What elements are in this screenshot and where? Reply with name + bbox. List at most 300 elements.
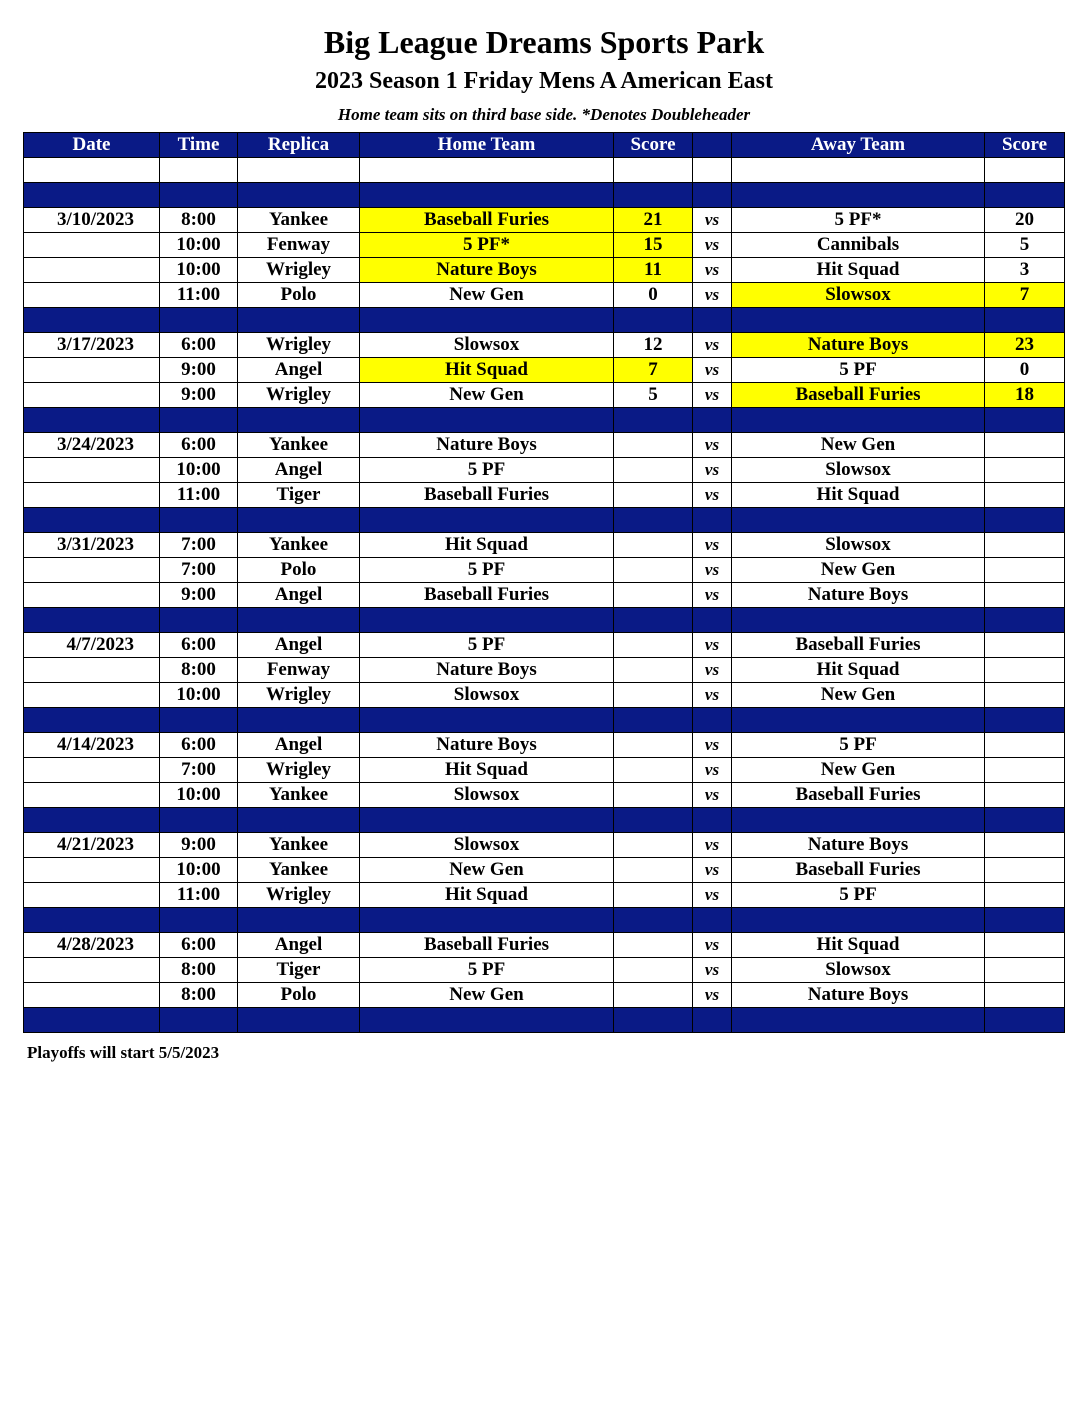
separator-row: [24, 308, 1065, 333]
home-score-cell: 21: [614, 208, 693, 233]
away-score-cell: [985, 433, 1065, 458]
home-score-cell: [614, 808, 693, 833]
replica-cell: [238, 183, 360, 208]
column-header-away-score: Score: [985, 133, 1065, 158]
table-row: [24, 858, 1065, 883]
replica-cell: Wrigley: [238, 383, 360, 408]
table-row: [24, 733, 1065, 758]
home-score-cell: [614, 308, 693, 333]
table-row: [24, 983, 1065, 1008]
time-cell: 10:00: [160, 858, 238, 883]
home-team-cell: Hit Squad: [360, 533, 614, 558]
home-team-cell: New Gen: [360, 983, 614, 1008]
home-team-cell: Baseball Furies: [360, 583, 614, 608]
away-score-cell: 23: [985, 333, 1065, 358]
vs-cell: vs: [693, 633, 732, 658]
table-row: [24, 483, 1065, 508]
separator-row: [24, 183, 1065, 208]
replica-cell: [238, 608, 360, 633]
away-score-cell: [985, 408, 1065, 433]
replica-cell: Angel: [238, 358, 360, 383]
home-score-cell: [614, 783, 693, 808]
time-cell: 7:00: [160, 558, 238, 583]
table-row: [24, 358, 1065, 383]
away-score-cell: [985, 583, 1065, 608]
home-team-cell: Nature Boys: [360, 733, 614, 758]
away-score-cell: [985, 708, 1065, 733]
away-score-cell: [985, 483, 1065, 508]
replica-cell: Fenway: [238, 658, 360, 683]
time-cell: [160, 183, 238, 208]
home-team-cell: New Gen: [360, 283, 614, 308]
date-cell: [24, 283, 160, 308]
vs-cell: vs: [693, 458, 732, 483]
vs-cell: [693, 183, 732, 208]
replica-cell: [238, 508, 360, 533]
home-score-cell: [614, 833, 693, 858]
away-team-cell: New Gen: [732, 758, 985, 783]
away-team-cell: [732, 808, 985, 833]
away-team-cell: Nature Boys: [732, 833, 985, 858]
time-cell: 8:00: [160, 658, 238, 683]
vs-cell: vs: [693, 533, 732, 558]
date-cell: 3/17/2023: [24, 333, 160, 358]
away-team-cell: 5 PF: [732, 883, 985, 908]
date-cell: [24, 383, 160, 408]
away-team-cell: New Gen: [732, 683, 985, 708]
table-row: [24, 833, 1065, 858]
home-team-cell: [360, 158, 614, 183]
table-row: [24, 258, 1065, 283]
home-team-cell: 5 PF: [360, 958, 614, 983]
table-row: [24, 433, 1065, 458]
home-score-cell: [614, 933, 693, 958]
vs-cell: vs: [693, 483, 732, 508]
replica-cell: Wrigley: [238, 883, 360, 908]
column-header-replica: Replica: [238, 133, 360, 158]
table-row: [24, 958, 1065, 983]
replica-cell: Angel: [238, 733, 360, 758]
replica-cell: Yankee: [238, 833, 360, 858]
date-cell: [24, 808, 160, 833]
date-cell: [24, 683, 160, 708]
vs-cell: [693, 608, 732, 633]
replica-cell: Wrigley: [238, 333, 360, 358]
time-cell: 8:00: [160, 958, 238, 983]
home-score-cell: [614, 733, 693, 758]
home-team-cell: 5 PF*: [360, 233, 614, 258]
away-team-cell: Hit Squad: [732, 658, 985, 683]
vs-cell: [693, 508, 732, 533]
date-cell: [24, 883, 160, 908]
schedule-note: Home team sits on third base side. *Denotes Doubleheader: [337, 105, 751, 124]
away-score-cell: [985, 458, 1065, 483]
away-team-cell: Nature Boys: [732, 333, 985, 358]
away-score-cell: [985, 1008, 1065, 1033]
date-cell: 3/10/2023: [24, 208, 160, 233]
replica-cell: Yankee: [238, 433, 360, 458]
vs-cell: vs: [693, 683, 732, 708]
time-cell: 9:00: [160, 383, 238, 408]
home-score-cell: [614, 1008, 693, 1033]
replica-cell: [238, 708, 360, 733]
home-score-cell: 5: [614, 383, 693, 408]
away-score-cell: [985, 783, 1065, 808]
playoffs-note: Playoffs will start 5/5/2023: [27, 1043, 220, 1062]
time-cell: 10:00: [160, 458, 238, 483]
away-team-cell: [732, 908, 985, 933]
home-team-cell: Slowsox: [360, 683, 614, 708]
home-team-cell: Nature Boys: [360, 258, 614, 283]
column-header-vs: [693, 133, 732, 158]
away-team-cell: Baseball Furies: [732, 783, 985, 808]
time-cell: 10:00: [160, 683, 238, 708]
home-team-cell: 5 PF: [360, 458, 614, 483]
time-cell: [160, 808, 238, 833]
vs-cell: vs: [693, 933, 732, 958]
replica-cell: [238, 1008, 360, 1033]
table-row: [24, 383, 1065, 408]
home-score-cell: [614, 983, 693, 1008]
away-score-cell: 0: [985, 358, 1065, 383]
home-score-cell: [614, 708, 693, 733]
time-cell: 7:00: [160, 533, 238, 558]
time-cell: 10:00: [160, 233, 238, 258]
replica-cell: Wrigley: [238, 758, 360, 783]
vs-cell: vs: [693, 233, 732, 258]
date-cell: [24, 358, 160, 383]
replica-cell: Angel: [238, 458, 360, 483]
vs-cell: [693, 708, 732, 733]
time-cell: 6:00: [160, 933, 238, 958]
vs-cell: [693, 908, 732, 933]
replica-cell: Angel: [238, 633, 360, 658]
away-team-cell: Nature Boys: [732, 983, 985, 1008]
away-score-cell: [985, 933, 1065, 958]
table-row: [24, 558, 1065, 583]
vs-cell: vs: [693, 758, 732, 783]
away-team-cell: [732, 708, 985, 733]
home-score-cell: [614, 758, 693, 783]
away-score-cell: 7: [985, 283, 1065, 308]
away-team-cell: [732, 608, 985, 633]
date-cell: [24, 508, 160, 533]
vs-cell: vs: [693, 583, 732, 608]
away-score-cell: [985, 558, 1065, 583]
time-cell: [160, 308, 238, 333]
column-header-date: Date: [24, 133, 160, 158]
away-team-cell: 5 PF: [732, 358, 985, 383]
vs-cell: [693, 808, 732, 833]
away-score-cell: [985, 733, 1065, 758]
vs-cell: vs: [693, 783, 732, 808]
away-score-cell: [985, 633, 1065, 658]
table-row: [24, 633, 1065, 658]
vs-cell: vs: [693, 958, 732, 983]
date-cell: 4/14/2023: [24, 733, 160, 758]
away-score-cell: [985, 958, 1065, 983]
time-cell: 11:00: [160, 483, 238, 508]
away-score-cell: [985, 833, 1065, 858]
table-row: [24, 883, 1065, 908]
vs-cell: vs: [693, 383, 732, 408]
date-cell: [24, 458, 160, 483]
replica-cell: [238, 808, 360, 833]
table-row: [24, 283, 1065, 308]
table-row: [24, 533, 1065, 558]
replica-cell: Polo: [238, 983, 360, 1008]
home-team-cell: Nature Boys: [360, 433, 614, 458]
date-cell: [24, 583, 160, 608]
separator-row: [24, 708, 1065, 733]
home-team-cell: 5 PF: [360, 633, 614, 658]
date-cell: [24, 983, 160, 1008]
time-cell: 10:00: [160, 783, 238, 808]
home-team-cell: [360, 708, 614, 733]
away-score-cell: [985, 808, 1065, 833]
away-team-cell: Baseball Furies: [732, 633, 985, 658]
replica-cell: [238, 908, 360, 933]
home-team-cell: Hit Squad: [360, 358, 614, 383]
time-cell: [160, 508, 238, 533]
away-team-cell: Hit Squad: [732, 258, 985, 283]
vs-cell: vs: [693, 833, 732, 858]
date-cell: [24, 308, 160, 333]
away-team-cell: Hit Squad: [732, 483, 985, 508]
time-cell: 6:00: [160, 433, 238, 458]
home-score-cell: 11: [614, 258, 693, 283]
time-cell: [160, 408, 238, 433]
blank-row: [24, 158, 1065, 183]
home-score-cell: [614, 583, 693, 608]
vs-cell: vs: [693, 283, 732, 308]
away-score-cell: [985, 533, 1065, 558]
home-score-cell: [614, 658, 693, 683]
home-score-cell: 15: [614, 233, 693, 258]
vs-cell: [693, 408, 732, 433]
date-cell: 4/21/2023: [24, 833, 160, 858]
home-score-cell: [614, 633, 693, 658]
date-cell: [24, 158, 160, 183]
replica-cell: Angel: [238, 583, 360, 608]
table-row: [24, 758, 1065, 783]
replica-cell: Angel: [238, 933, 360, 958]
vs-cell: vs: [693, 983, 732, 1008]
time-cell: 9:00: [160, 358, 238, 383]
home-team-cell: Baseball Furies: [360, 208, 614, 233]
away-team-cell: [732, 1008, 985, 1033]
date-cell: [24, 483, 160, 508]
time-cell: [160, 908, 238, 933]
away-score-cell: [985, 683, 1065, 708]
column-header-away-team: Away Team: [732, 133, 985, 158]
home-team-cell: New Gen: [360, 383, 614, 408]
date-cell: [24, 958, 160, 983]
replica-cell: [238, 308, 360, 333]
column-header-home-score: Score: [614, 133, 693, 158]
vs-cell: [693, 308, 732, 333]
time-cell: 10:00: [160, 258, 238, 283]
time-cell: 11:00: [160, 883, 238, 908]
away-team-cell: [732, 508, 985, 533]
separator-row: [24, 808, 1065, 833]
schedule-table: [23, 132, 1065, 1033]
table-header-row: [24, 133, 1065, 158]
date-cell: 3/31/2023: [24, 533, 160, 558]
away-team-cell: [732, 158, 985, 183]
away-team-cell: New Gen: [732, 433, 985, 458]
home-score-cell: [614, 408, 693, 433]
home-score-cell: [614, 433, 693, 458]
column-header-time: Time: [160, 133, 238, 158]
away-team-cell: 5 PF*: [732, 208, 985, 233]
time-cell: 6:00: [160, 333, 238, 358]
away-team-cell: Slowsox: [732, 458, 985, 483]
replica-cell: Wrigley: [238, 258, 360, 283]
home-team-cell: Nature Boys: [360, 658, 614, 683]
away-team-cell: [732, 408, 985, 433]
home-team-cell: [360, 1008, 614, 1033]
away-score-cell: 5: [985, 233, 1065, 258]
away-score-cell: [985, 658, 1065, 683]
home-team-cell: Hit Squad: [360, 883, 614, 908]
table-row: [24, 783, 1065, 808]
time-cell: 6:00: [160, 733, 238, 758]
vs-cell: vs: [693, 433, 732, 458]
home-score-cell: 7: [614, 358, 693, 383]
vs-cell: vs: [693, 358, 732, 383]
home-team-cell: New Gen: [360, 858, 614, 883]
time-cell: [160, 158, 238, 183]
separator-row: [24, 908, 1065, 933]
vs-cell: vs: [693, 858, 732, 883]
away-score-cell: [985, 758, 1065, 783]
home-score-cell: [614, 558, 693, 583]
replica-cell: Tiger: [238, 483, 360, 508]
date-cell: [24, 608, 160, 633]
away-score-cell: [985, 608, 1065, 633]
away-score-cell: [985, 858, 1065, 883]
date-cell: [24, 758, 160, 783]
date-cell: [24, 183, 160, 208]
time-cell: [160, 708, 238, 733]
away-team-cell: New Gen: [732, 558, 985, 583]
date-cell: 4/28/2023: [24, 933, 160, 958]
date-cell: [24, 858, 160, 883]
date-cell: [24, 1008, 160, 1033]
home-team-cell: Baseball Furies: [360, 483, 614, 508]
away-team-cell: Cannibals: [732, 233, 985, 258]
vs-cell: [693, 158, 732, 183]
home-score-cell: [614, 908, 693, 933]
away-team-cell: Nature Boys: [732, 583, 985, 608]
page-title: Big League Dreams Sports Park: [323, 24, 765, 60]
home-score-cell: [614, 858, 693, 883]
date-cell: [24, 258, 160, 283]
replica-cell: Yankee: [238, 783, 360, 808]
time-cell: 11:00: [160, 283, 238, 308]
away-score-cell: 18: [985, 383, 1065, 408]
date-cell: [24, 908, 160, 933]
replica-cell: Fenway: [238, 233, 360, 258]
replica-cell: Polo: [238, 558, 360, 583]
time-cell: 7:00: [160, 758, 238, 783]
replica-cell: Tiger: [238, 958, 360, 983]
away-score-cell: [985, 983, 1065, 1008]
vs-cell: vs: [693, 883, 732, 908]
vs-cell: vs: [693, 208, 732, 233]
vs-cell: [693, 1008, 732, 1033]
table-row: [24, 683, 1065, 708]
separator-row: [24, 508, 1065, 533]
table-row: [24, 233, 1065, 258]
home-score-cell: [614, 883, 693, 908]
away-team-cell: [732, 183, 985, 208]
away-score-cell: [985, 158, 1065, 183]
home-score-cell: [614, 458, 693, 483]
date-cell: [24, 408, 160, 433]
home-team-cell: Hit Squad: [360, 758, 614, 783]
home-team-cell: 5 PF: [360, 558, 614, 583]
away-team-cell: Hit Squad: [732, 933, 985, 958]
date-cell: [24, 558, 160, 583]
page-subtitle: 2023 Season 1 Friday Mens A American East: [314, 68, 773, 94]
home-team-cell: [360, 183, 614, 208]
home-score-cell: [614, 533, 693, 558]
column-header-home-team: Home Team: [360, 133, 614, 158]
table-row: [24, 583, 1065, 608]
table-row: [24, 333, 1065, 358]
date-cell: 4/7/2023: [24, 633, 160, 658]
away-score-cell: [985, 508, 1065, 533]
away-score-cell: [985, 308, 1065, 333]
time-cell: 6:00: [160, 633, 238, 658]
away-score-cell: [985, 183, 1065, 208]
separator-row: [24, 1008, 1065, 1033]
date-cell: 3/24/2023: [24, 433, 160, 458]
vs-cell: vs: [693, 558, 732, 583]
home-score-cell: [614, 508, 693, 533]
home-score-cell: [614, 683, 693, 708]
home-score-cell: [614, 183, 693, 208]
vs-cell: vs: [693, 258, 732, 283]
separator-row: [24, 408, 1065, 433]
home-team-cell: [360, 808, 614, 833]
home-score-cell: [614, 608, 693, 633]
home-team-cell: Slowsox: [360, 833, 614, 858]
table-row: [24, 933, 1065, 958]
away-team-cell: Baseball Furies: [732, 858, 985, 883]
date-cell: [24, 708, 160, 733]
away-score-cell: [985, 883, 1065, 908]
date-cell: [24, 783, 160, 808]
home-score-cell: [614, 483, 693, 508]
home-team-cell: [360, 408, 614, 433]
home-score-cell: 12: [614, 333, 693, 358]
time-cell: [160, 1008, 238, 1033]
separator-row: [24, 608, 1065, 633]
home-team-cell: Slowsox: [360, 783, 614, 808]
home-team-cell: [360, 308, 614, 333]
table-row: [24, 458, 1065, 483]
home-team-cell: [360, 508, 614, 533]
time-cell: 9:00: [160, 583, 238, 608]
time-cell: 8:00: [160, 208, 238, 233]
away-score-cell: 3: [985, 258, 1065, 283]
away-team-cell: 5 PF: [732, 733, 985, 758]
vs-cell: vs: [693, 333, 732, 358]
away-team-cell: Slowsox: [732, 283, 985, 308]
